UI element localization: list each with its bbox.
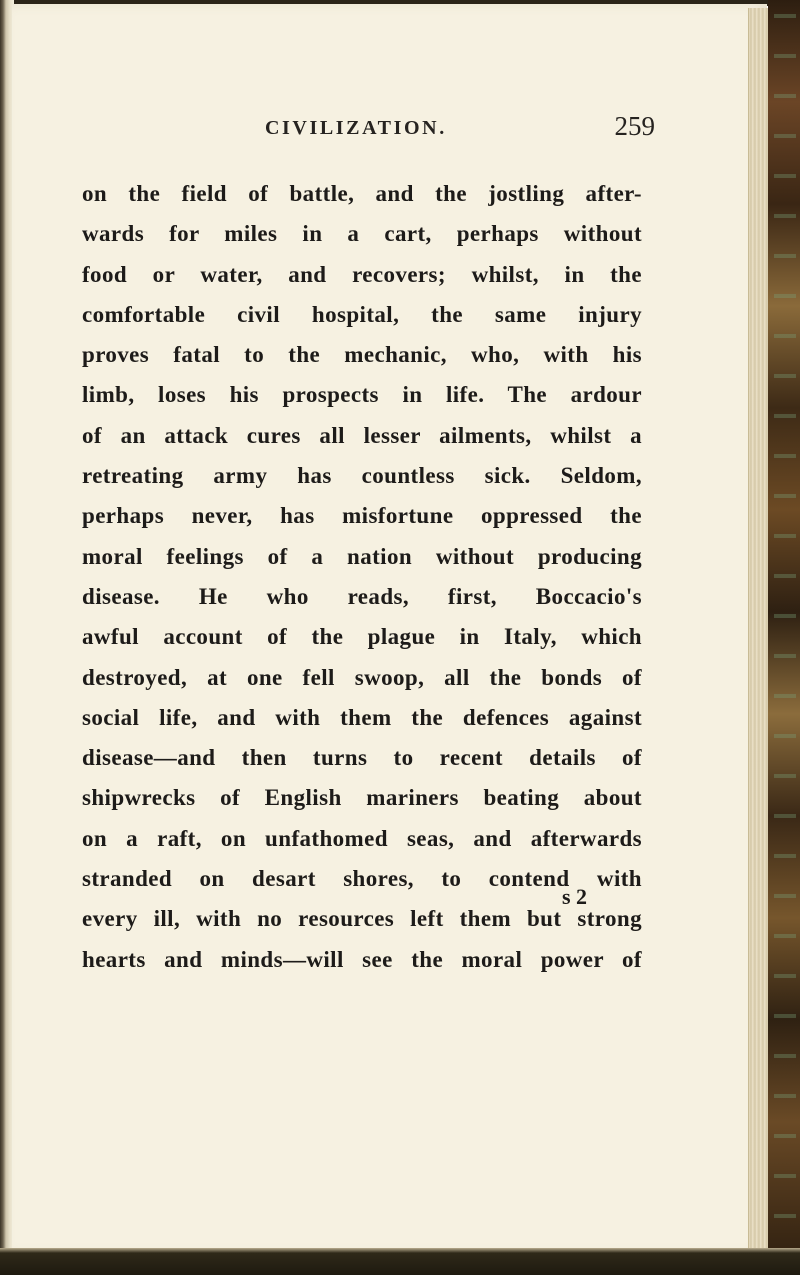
text-line: shipwrecks of English mariners beating about <box>82 785 642 811</box>
page-number: 259 <box>614 111 655 141</box>
text-line: disease. He who reads, first, Boccacio's <box>82 583 642 609</box>
text-line: limb, loses his prospects in life. The ardour <box>82 382 642 408</box>
text-line: wards for miles in a cart, perhaps without <box>82 221 642 247</box>
signature-mark: s 2 <box>562 884 588 909</box>
text-line: comfortable civil hospital, the same injury <box>82 301 642 327</box>
text-line: of an attack cures all lesser ailments, whilst a <box>82 422 642 448</box>
bottom-edge <box>0 1248 800 1275</box>
spine-ornament <box>774 0 796 1275</box>
text-line: every ill, with no resources left them but strong <box>82 906 642 932</box>
text-line: social life, and with them the defences against <box>82 704 642 730</box>
text-line: perhaps never, has misfortune oppressed the <box>82 503 642 529</box>
text-line: moral feelings of a nation without producing <box>82 543 642 569</box>
text-line: disease—and then turns to recent details of <box>82 745 642 771</box>
body-text <box>82 174 642 980</box>
text-line: retreating army has countless sick. Seldom, <box>82 463 642 489</box>
text-line: proves fatal to the mechanic, who, with his <box>82 342 642 368</box>
text-line: hearts and minds—will see the moral power of <box>82 946 642 972</box>
running-head <box>265 111 655 147</box>
text-line: on a raft, on unfathomed seas, and afterwards <box>82 825 642 851</box>
text-line: stranded on desart shores, to contend with <box>82 866 642 892</box>
text-line: destroyed, at one fell swoop, all the bonds of <box>82 664 642 690</box>
text-line: awful account of the plague in Italy, which <box>82 624 642 650</box>
text-line: on the field of battle, and the jostling after- <box>82 181 642 206</box>
text-line: food or water, and recovers; whilst, in the <box>82 261 642 287</box>
running-head-title: CIVILIZATION. <box>265 117 447 139</box>
